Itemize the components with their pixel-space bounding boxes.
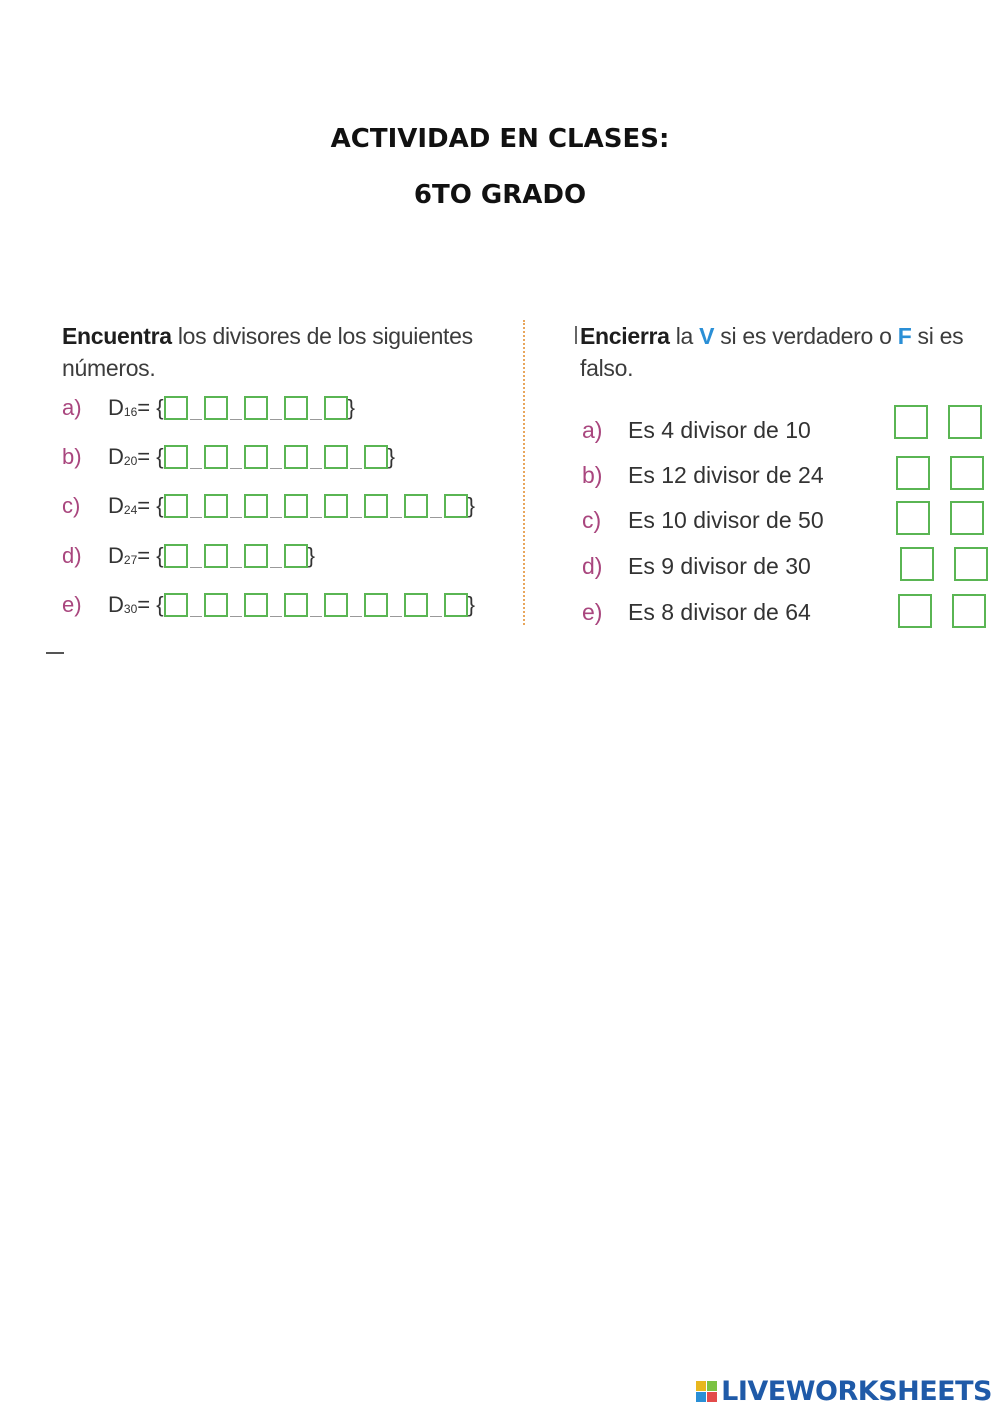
- answer-box[interactable]: [324, 593, 348, 617]
- set-number: 16: [123, 405, 138, 419]
- separator: [310, 462, 322, 469]
- answer-box[interactable]: [204, 396, 228, 420]
- divisor-set: [108, 444, 395, 470]
- liveworksheets-logo: [696, 1376, 992, 1407]
- answer-box[interactable]: [324, 445, 348, 469]
- false-letter: F: [897, 323, 912, 349]
- answer-box[interactable]: [284, 544, 308, 568]
- answer-box[interactable]: [244, 494, 268, 518]
- separator: [390, 511, 402, 518]
- set-open: = {: [137, 395, 164, 420]
- separator: [430, 610, 442, 617]
- answer-box[interactable]: [404, 593, 428, 617]
- item-letter: c): [582, 506, 602, 533]
- divisor-row-c: [50, 486, 475, 526]
- set-number: 20: [123, 454, 138, 468]
- statement-row-a: [570, 410, 990, 450]
- page-title: ACTIVIDAD EN CLASES:: [330, 124, 670, 154]
- answer-boxes: [164, 544, 308, 568]
- true-false-instruction: [580, 320, 963, 384]
- true-box[interactable]: [896, 456, 930, 490]
- answer-boxes: [164, 445, 388, 469]
- vf-boxes: [894, 405, 982, 439]
- vf-boxes: [896, 456, 984, 490]
- set-close: }: [307, 543, 315, 568]
- statement-text: Es 4 divisor de 10: [628, 416, 811, 443]
- answer-box[interactable]: [164, 544, 188, 568]
- divisor-row-a: [50, 388, 355, 428]
- item-letter: c): [62, 493, 81, 518]
- divisor-set: [108, 395, 355, 421]
- answer-box[interactable]: [204, 593, 228, 617]
- page-subtitle: 6TO GRADO: [413, 180, 587, 210]
- false-box[interactable]: [950, 501, 984, 535]
- answer-box[interactable]: [164, 494, 188, 518]
- vf-boxes: [896, 501, 984, 535]
- answer-box[interactable]: [284, 593, 308, 617]
- statement-row-b: [570, 455, 990, 495]
- false-box[interactable]: [948, 405, 982, 439]
- true-false-exercise: [570, 318, 990, 638]
- divisors-instruction: [62, 320, 473, 384]
- set-number: 24: [123, 503, 138, 517]
- item-letter: a): [62, 395, 82, 420]
- answer-box[interactable]: [324, 396, 348, 420]
- true-box[interactable]: [900, 547, 934, 581]
- dash-mark: [46, 652, 64, 654]
- answer-box[interactable]: [244, 544, 268, 568]
- set-close: }: [467, 493, 475, 518]
- separator: [190, 561, 202, 568]
- statement-row-c: [570, 500, 990, 540]
- answer-box[interactable]: [204, 494, 228, 518]
- vf-boxes: [900, 547, 988, 581]
- instruction-text: si es verdadero o: [714, 323, 898, 349]
- set-close: }: [347, 395, 355, 420]
- statement-text: Es 10 divisor de 50: [628, 506, 824, 533]
- answer-boxes: [164, 494, 468, 518]
- divisors-exercise: [50, 318, 520, 628]
- separator: [310, 413, 322, 420]
- separator: [310, 511, 322, 518]
- answer-box[interactable]: [164, 445, 188, 469]
- divisor-set: [108, 493, 475, 519]
- separator: [310, 610, 322, 617]
- answer-boxes: [164, 593, 468, 617]
- separator: [270, 462, 282, 469]
- answer-box[interactable]: [244, 396, 268, 420]
- set-symbol: D: [108, 493, 124, 518]
- item-letter: e): [62, 592, 82, 617]
- statement-text: Es 12 divisor de 24: [628, 461, 824, 488]
- set-number: 27: [123, 553, 138, 567]
- logo-text: LIVEWORKSHEETS: [721, 1376, 992, 1407]
- instruction-text: los divisores de los siguientes: [171, 323, 473, 349]
- separator: [190, 511, 202, 518]
- false-box[interactable]: [950, 456, 984, 490]
- answer-box[interactable]: [204, 544, 228, 568]
- instruction-bold: Encierra: [580, 323, 670, 349]
- true-box[interactable]: [896, 501, 930, 535]
- answer-box[interactable]: [284, 445, 308, 469]
- divisor-set: [108, 592, 475, 618]
- instruction-text: si es: [911, 323, 964, 349]
- item-letter: a): [582, 416, 603, 443]
- set-open: = {: [137, 592, 164, 617]
- set-open: = {: [137, 543, 164, 568]
- answer-box[interactable]: [444, 593, 468, 617]
- separator: [390, 610, 402, 617]
- set-close: }: [467, 592, 475, 617]
- answer-box[interactable]: [284, 494, 308, 518]
- set-symbol: D: [108, 592, 124, 617]
- answer-box[interactable]: [244, 593, 268, 617]
- statement-text: Es 9 divisor de 30: [628, 552, 811, 579]
- answer-box[interactable]: [364, 445, 388, 469]
- divisor-row-d: [50, 536, 315, 576]
- true-letter: V: [699, 323, 715, 349]
- separator: [230, 462, 242, 469]
- separator: [190, 413, 202, 420]
- separator: [270, 511, 282, 518]
- answer-box[interactable]: [164, 396, 188, 420]
- answer-box[interactable]: [364, 593, 388, 617]
- separator: [230, 610, 242, 617]
- separator: [270, 413, 282, 420]
- separator: [350, 462, 362, 469]
- separator: [350, 610, 362, 617]
- separator: [270, 561, 282, 568]
- item-letter: b): [62, 444, 82, 469]
- set-symbol: D: [108, 395, 124, 420]
- answer-box[interactable]: [324, 494, 348, 518]
- divisor-row-b: [50, 437, 395, 477]
- statement-row-e: [570, 592, 990, 632]
- vf-boxes: [898, 594, 986, 628]
- set-symbol: D: [108, 444, 124, 469]
- true-box[interactable]: [898, 594, 932, 628]
- separator: [430, 511, 442, 518]
- separator: [270, 610, 282, 617]
- answer-box[interactable]: [204, 445, 228, 469]
- false-box[interactable]: [952, 594, 986, 628]
- answer-box[interactable]: [244, 445, 268, 469]
- set-close: }: [387, 444, 395, 469]
- answer-box[interactable]: [444, 494, 468, 518]
- instruction-bold: Encuentra: [62, 323, 172, 349]
- item-letter: d): [62, 543, 82, 568]
- statement-text: Es 8 divisor de 64: [628, 598, 811, 625]
- divisor-set: [108, 543, 315, 569]
- separator: [230, 561, 242, 568]
- answer-box[interactable]: [164, 593, 188, 617]
- set-symbol: D: [108, 543, 124, 568]
- separator: [230, 511, 242, 518]
- liveworksheets-logo-icon: [696, 1381, 717, 1402]
- true-box[interactable]: [894, 405, 928, 439]
- answer-box[interactable]: [404, 494, 428, 518]
- section-divider: [523, 320, 525, 625]
- set-open: = {: [137, 493, 164, 518]
- instruction-text-line2: falso.: [580, 355, 634, 381]
- item-letter: e): [582, 598, 603, 625]
- separator: [350, 511, 362, 518]
- separator: [230, 413, 242, 420]
- statement-row-d: [570, 546, 990, 586]
- separator: [190, 462, 202, 469]
- instruction-text: la: [669, 323, 700, 349]
- set-number: 30: [123, 602, 138, 616]
- item-letter: d): [582, 552, 603, 579]
- set-open: = {: [137, 444, 164, 469]
- answer-box[interactable]: [284, 396, 308, 420]
- answer-box[interactable]: [364, 494, 388, 518]
- separator: [190, 610, 202, 617]
- answer-boxes: [164, 396, 348, 420]
- divisor-row-e: [50, 585, 475, 625]
- false-box[interactable]: [954, 547, 988, 581]
- instruction-text-line2: números.: [62, 355, 156, 381]
- item-letter: b): [582, 461, 603, 488]
